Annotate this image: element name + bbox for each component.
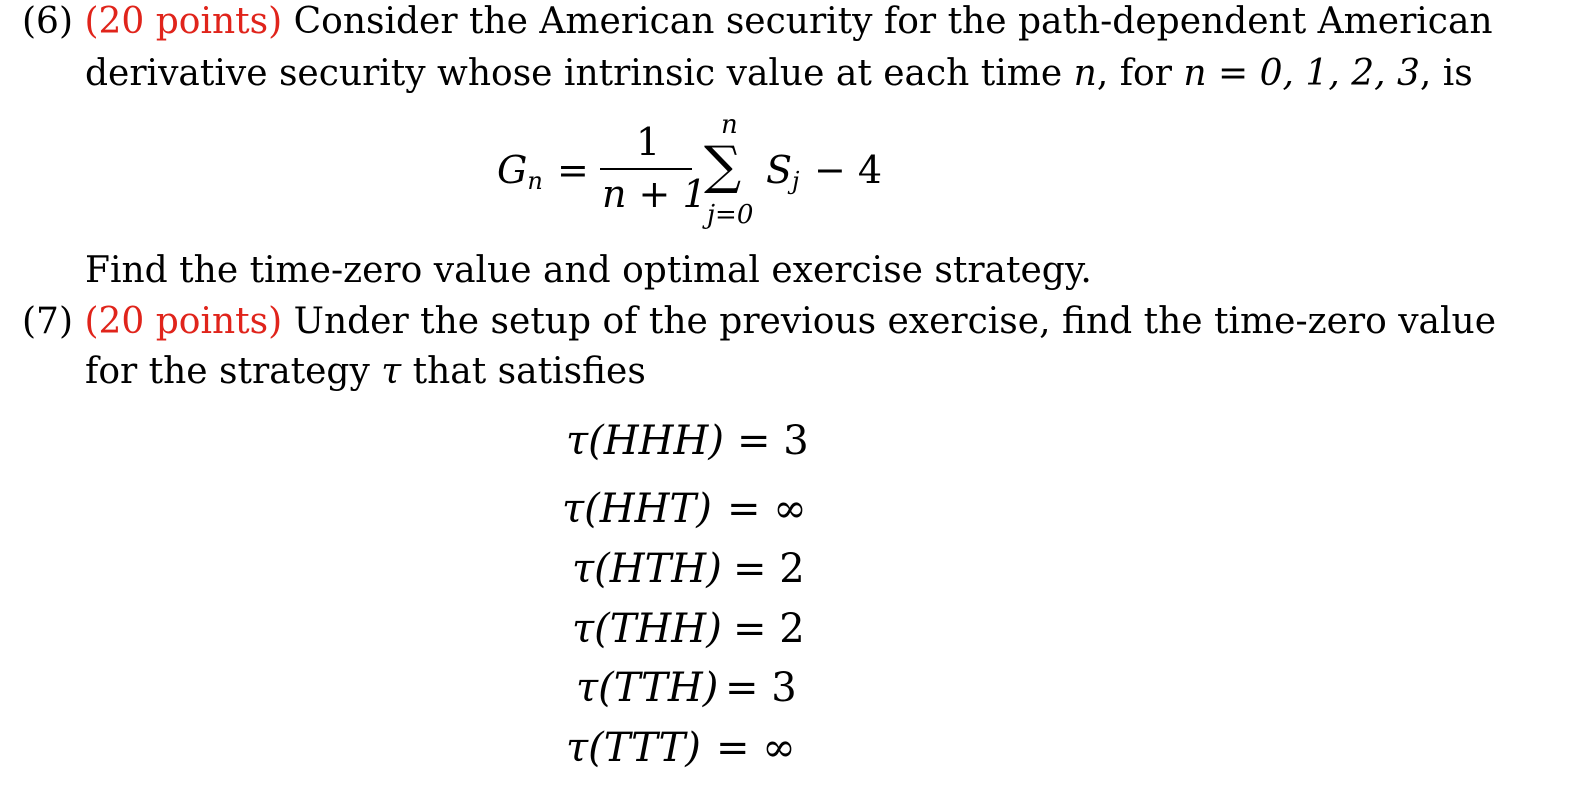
strategy-value: 2: [779, 606, 805, 652]
problem-6-n-range: n = 0, 1, 2, 3: [1183, 53, 1420, 94]
formula-lhs-sub: n: [527, 167, 543, 195]
strategy-value: 3: [783, 418, 809, 464]
problem-6-var-n: n: [1073, 53, 1097, 94]
formula-lhs: Gn: [497, 148, 543, 195]
strategy-path: TTH: [613, 665, 703, 711]
strategy-value: 3: [771, 665, 797, 711]
problem-7-text-2a: for the strategy: [85, 351, 382, 392]
problem-6-text-1: Consider the American security for the path-dependent American: [293, 1, 1493, 42]
problem-7-text-2b: that satisfies: [401, 351, 646, 392]
problem-6-text-2c: , is: [1419, 53, 1473, 94]
formula-fraction-bar: [600, 168, 692, 170]
strategy-path: HHT: [599, 486, 697, 532]
formula-tail: − 4: [814, 148, 883, 192]
problem-6-number: (6): [22, 1, 73, 42]
problem-7-text-1: Under the setup of the previous exercise, find the time-zero value: [293, 301, 1497, 342]
strategy-path: THH: [609, 606, 707, 652]
problem-6-text-2b: , for: [1096, 53, 1184, 94]
tau-symbol: τ: [381, 351, 402, 392]
problem-7-number: (7): [22, 301, 73, 342]
problem-6-conclusion: Find the time-zero value and optimal exercise strategy.: [85, 250, 1092, 291]
problem-6-text-2a: derivative security whose intrinsic value at each time: [85, 53, 1074, 94]
formula-denominator: n + 1: [602, 172, 707, 216]
formula-term: Sj: [766, 148, 800, 195]
strategy-path: TTT: [603, 725, 686, 771]
problem-7-line-1: [22, 300, 1496, 344]
strategy-path: HHH: [603, 418, 709, 464]
summation-icon: ∑: [704, 136, 742, 196]
strategy-path: HTH: [609, 546, 707, 592]
formula-term-sub: j: [792, 167, 800, 195]
strategy-value: 2: [779, 546, 805, 592]
problem-7-line-2: [85, 350, 646, 394]
strategy-value: ∞: [762, 725, 796, 771]
strategy-value: ∞: [773, 486, 807, 532]
problem-6-points: (20 points): [84, 1, 283, 42]
formula-sum-upper: n: [721, 110, 738, 140]
formula-numerator: 1: [636, 120, 661, 164]
problem-7-points: (20 points): [84, 301, 283, 342]
formula-equals: =: [557, 148, 589, 192]
formula-sum-lower: j=0: [707, 200, 754, 230]
problem-6-line-2: [85, 52, 1473, 96]
problem-6-line-1: [22, 0, 1493, 44]
